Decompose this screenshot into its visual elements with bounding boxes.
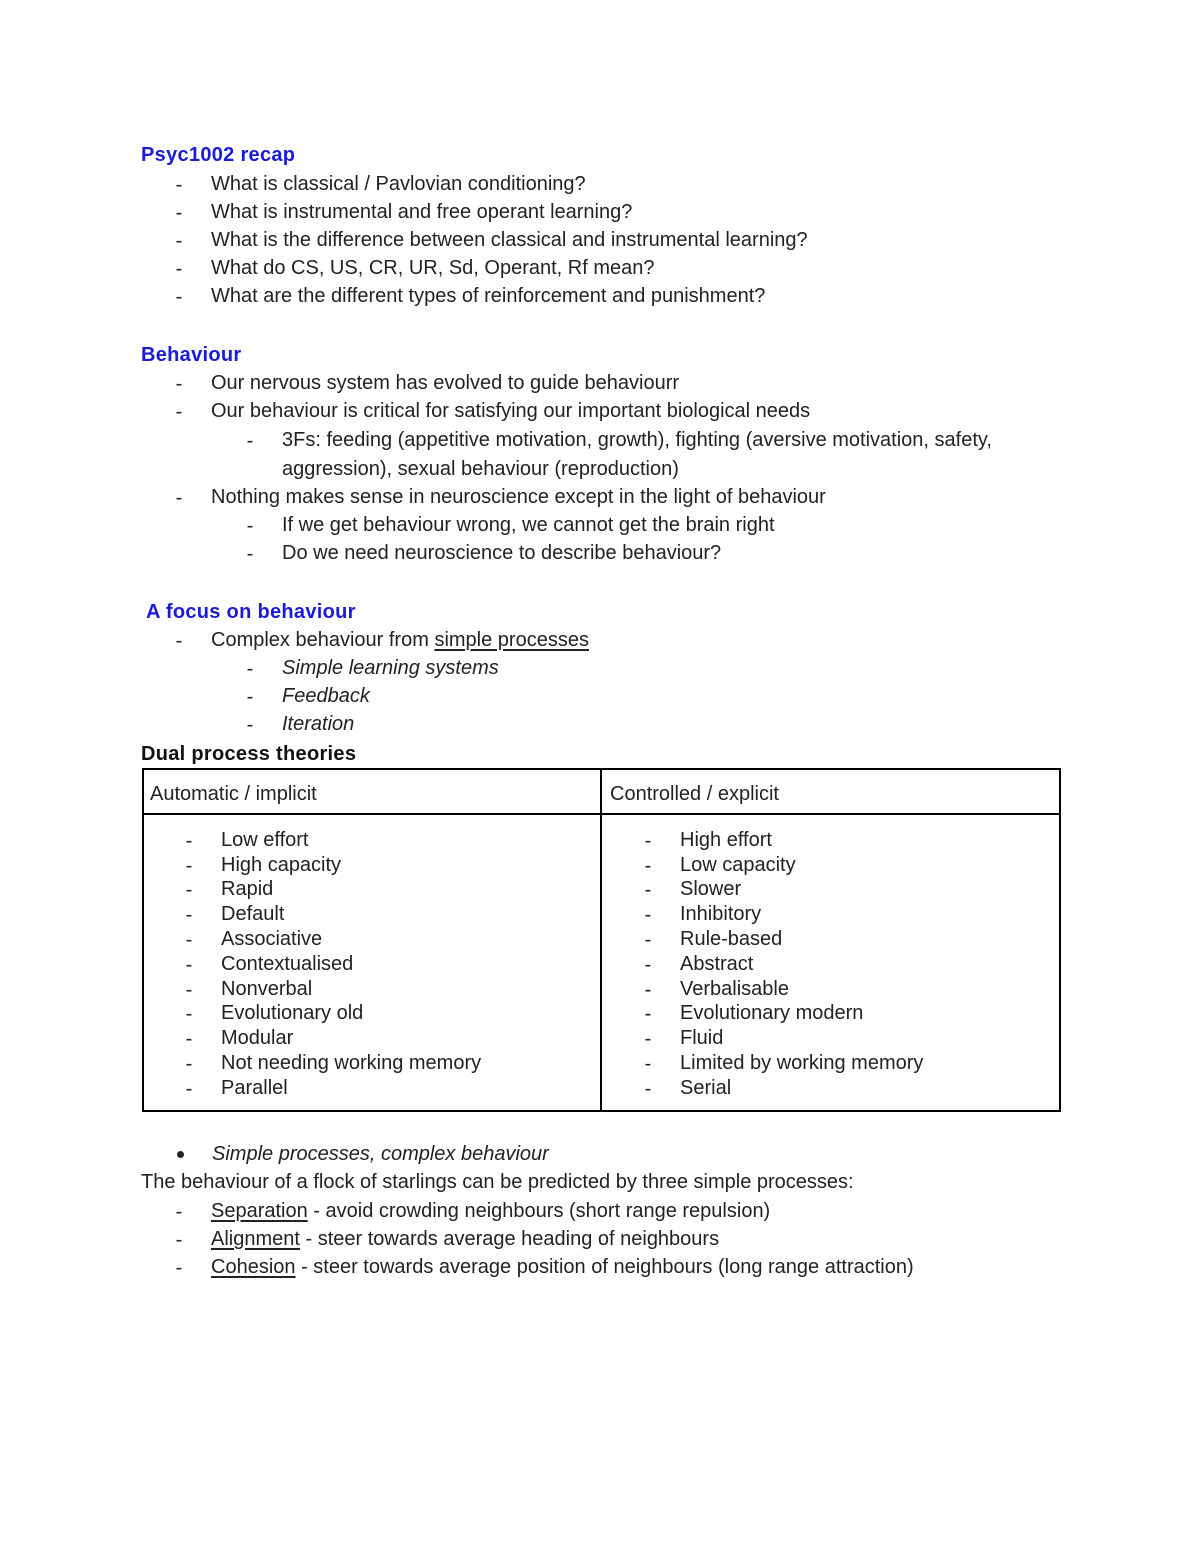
behaviour-item: Our behaviour is critical for satisfying our important biological needs <box>211 400 811 422</box>
dash: - <box>644 1053 652 1075</box>
dash: - <box>644 979 652 1001</box>
table-cell-automatic: Default <box>221 903 285 925</box>
behaviour-subitem: If we get behaviour wrong, we cannot get the brain right <box>282 514 775 536</box>
behaviour-item: Nothing makes sense in neuroscience except in the light of behaviour <box>211 486 826 508</box>
dash: - <box>185 879 193 901</box>
recap-item: What are the different types of reinforcement and punishment? <box>211 285 766 307</box>
behaviour-heading: Behaviour <box>141 344 242 366</box>
dash: - <box>175 401 183 423</box>
focus-subitem: Feedback <box>282 685 370 707</box>
table-cell-automatic: Not needing working memory <box>221 1052 482 1074</box>
table-cell-controlled: Fluid <box>680 1027 724 1049</box>
dash: - <box>175 230 183 252</box>
dash: - <box>644 1003 652 1025</box>
dash: - <box>175 1229 183 1251</box>
table-header-automatic: Automatic / implicit <box>150 783 317 805</box>
behaviour-item: Our nervous system has evolved to guide behaviourr <box>211 372 680 394</box>
behaviour-subitem: Do we need neuroscience to describe behaviour? <box>282 542 722 564</box>
table-cell-controlled: Rule-based <box>680 928 783 950</box>
table-cell-controlled: Low capacity <box>680 854 796 876</box>
table-cell-controlled: Slower <box>680 878 742 900</box>
table-header-controlled: Controlled / explicit <box>610 783 779 805</box>
dash: - <box>175 373 183 395</box>
dash: - <box>175 286 183 308</box>
recap-item: What do CS, US, CR, UR, Sd, Operant, Rf mean? <box>211 257 655 279</box>
focus-item-prefix: Complex behaviour from <box>211 629 435 651</box>
focus-item-underlined: simple processes <box>434 629 589 651</box>
dash: - <box>644 830 652 852</box>
table-cell-controlled: Inhibitory <box>680 903 762 925</box>
starlings-bullet: Simple processes, complex behaviour <box>212 1143 549 1165</box>
behaviour-subitem-continued: aggression), sexual behaviour (reproduction) <box>282 458 679 480</box>
dash: - <box>175 1201 183 1223</box>
dash: - <box>246 430 254 452</box>
dash: - <box>175 487 183 509</box>
table-cell-controlled: High effort <box>680 829 772 851</box>
dash: - <box>644 1078 652 1100</box>
starlings-term: Separation <box>211 1200 308 1222</box>
dash: - <box>644 954 652 976</box>
dash: - <box>644 1028 652 1050</box>
starlings-term: Alignment <box>211 1228 300 1250</box>
dash: - <box>246 543 254 565</box>
table-cell-automatic: Rapid <box>221 878 274 900</box>
table-cell-automatic: Evolutionary old <box>221 1002 364 1024</box>
dash: - <box>185 1078 193 1100</box>
dual-heading: Dual process theories <box>141 743 357 765</box>
table-cell-automatic: High capacity <box>221 854 342 876</box>
table-cell-automatic: Low effort <box>221 829 309 851</box>
recap-item: What is classical / Pavlovian conditioning? <box>211 173 586 195</box>
starlings-intro: The behaviour of a flock of starlings can be predicted by three simple processes: <box>141 1171 854 1193</box>
dash: - <box>175 258 183 280</box>
focus-heading: A focus on behaviour <box>146 601 356 623</box>
dash: - <box>175 174 183 196</box>
recap-item: What is instrumental and free operant learning? <box>211 201 633 223</box>
table-cell-automatic: Modular <box>221 1027 294 1049</box>
dash: - <box>175 202 183 224</box>
dash: - <box>185 904 193 926</box>
behaviour-subitem: 3Fs: feeding (appetitive motivation, growth), fighting (aversive motivation, safety, <box>282 429 992 451</box>
table-cell-automatic: Associative <box>221 928 323 950</box>
dash: - <box>246 686 254 708</box>
dash: - <box>185 855 193 877</box>
table-cell-automatic: Contextualised <box>221 953 354 975</box>
dash: - <box>185 830 193 852</box>
starlings-term: Cohesion <box>211 1256 296 1278</box>
table-cell-controlled: Serial <box>680 1077 732 1099</box>
dash: - <box>246 658 254 680</box>
dash: - <box>185 1053 193 1075</box>
starlings-item <box>211 1201 770 1221</box>
table-cell-controlled: Verbalisable <box>680 978 789 1000</box>
table-cell-controlled: Abstract <box>680 953 754 975</box>
dash: - <box>644 929 652 951</box>
recap-item: What is the difference between classical and instrumental learning? <box>211 229 808 251</box>
table-cell-automatic: Nonverbal <box>221 978 313 1000</box>
starlings-item <box>211 1257 914 1277</box>
dash: - <box>175 1257 183 1279</box>
starlings-desc: - steer towards average position of neighbours (long range attraction) <box>295 1256 914 1278</box>
dash: - <box>246 714 254 736</box>
starlings-desc: - steer towards average heading of neighbours <box>299 1228 720 1250</box>
table-cell-controlled: Limited by working memory <box>680 1052 924 1074</box>
dash: - <box>185 1028 193 1050</box>
dash: - <box>644 879 652 901</box>
bullet-dot-icon <box>177 1151 184 1158</box>
starlings-desc: - avoid crowding neighbours (short range repulsion) <box>307 1200 771 1222</box>
focus-subitem: Iteration <box>282 713 355 735</box>
starlings-item <box>211 1229 719 1249</box>
recap-heading: Psyc1002 recap <box>141 144 296 166</box>
focus-subitem: Simple learning systems <box>282 657 499 679</box>
dash: - <box>185 954 193 976</box>
dash: - <box>185 929 193 951</box>
dash: - <box>185 1003 193 1025</box>
dash: - <box>644 855 652 877</box>
dash: - <box>175 630 183 652</box>
focus-item <box>211 630 589 650</box>
dash: - <box>246 515 254 537</box>
table-column-divider <box>600 768 602 1112</box>
table-cell-automatic: Parallel <box>221 1077 288 1099</box>
dash: - <box>644 904 652 926</box>
dash: - <box>185 979 193 1001</box>
table-cell-controlled: Evolutionary modern <box>680 1002 864 1024</box>
